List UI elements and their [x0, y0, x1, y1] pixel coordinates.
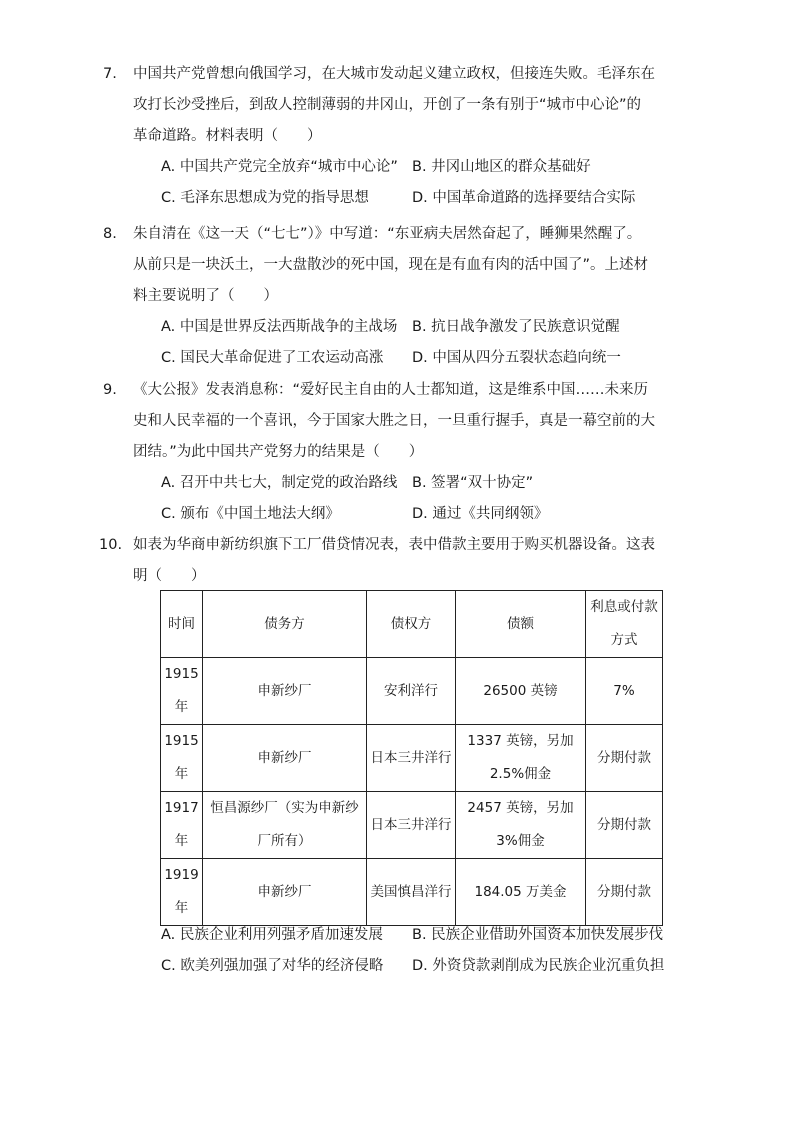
- option-c[interactable]: C. 毛泽东思想成为党的指导思想: [161, 190, 369, 206]
- table-cell: 184.05 万美金: [456, 859, 586, 926]
- table-cell: 日本三井洋行: [367, 792, 456, 859]
- option-d[interactable]: D. 中国革命道路的选择要结合实际: [412, 190, 636, 206]
- option-b[interactable]: B. 抗日战争激发了民族意识觉醒: [412, 319, 620, 335]
- option-row: [133, 499, 663, 530]
- table-cell: 1915年: [161, 658, 203, 725]
- option-d[interactable]: D. 通过《共同纲领》: [412, 506, 549, 522]
- option-row: [133, 312, 663, 343]
- question-stem-line: 《大公报》发表消息称：“爱好民主自由的人士都知道，这是维系中国……未来历: [133, 382, 649, 398]
- option-row: [133, 152, 663, 183]
- table-header-cell: 时间: [161, 591, 203, 658]
- table-row: [161, 859, 663, 926]
- option-a[interactable]: A. 中国是世界反法西斯战争的主战场: [161, 319, 398, 335]
- table-cell: 恒昌源纱厂（实为申新纱厂所有）: [203, 792, 367, 859]
- table-cell: 分期付款: [586, 859, 663, 926]
- option-c[interactable]: C. 颁布《中国土地法大纲》: [161, 506, 340, 522]
- table-cell: 26500 英镑: [456, 658, 586, 725]
- option-a[interactable]: A. 民族企业利用列强矛盾加速发展: [161, 927, 383, 943]
- option-b[interactable]: B. 民族企业借助外国资本加快发展步伐: [412, 927, 664, 943]
- option-d[interactable]: D. 外资贷款剥削成为民族企业沉重负担: [412, 958, 665, 974]
- table-cell: 1915年: [161, 725, 203, 792]
- table-cell: 分期付款: [586, 792, 663, 859]
- question-stem-line: 如表为华商申新纺织旗下工厂借贷情况表，表中借款主要用于购买机器设备。这表: [133, 537, 655, 553]
- table-header-cell: 债额: [456, 591, 586, 658]
- table-cell: 1919年: [161, 859, 203, 926]
- question-7: [103, 59, 663, 214]
- question-stem-line: 从前只是一块沃土，一大盘散沙的死中国，现在是有血有肉的活中国了”。上述材: [133, 257, 649, 273]
- table-cell: 申新纱厂: [203, 725, 367, 792]
- question-stem-line: 料主要说明了（ ）: [133, 288, 278, 304]
- question-stem-line: 朱自清在《这一天（“七七”）》中写道：“东亚病夫居然奋起了，睡狮果然醒了。: [133, 226, 642, 242]
- question-number: 9.: [103, 382, 117, 398]
- table-header-cell: 利息或付款方式: [586, 591, 663, 658]
- option-a[interactable]: A. 召开中共七大，制定党的政治路线: [161, 475, 398, 491]
- table-header-cell: 债权方: [367, 591, 456, 658]
- option-c[interactable]: C. 国民大革命促进了工农运动高涨: [161, 350, 384, 366]
- option-row: [133, 468, 663, 499]
- option-d[interactable]: D. 中国从四分五裂状态趋向统一: [412, 350, 621, 366]
- table-header-row: [161, 591, 663, 658]
- question-stem-line: 明（ ）: [133, 568, 206, 584]
- table-cell: 1337 英镑，另加 2.5%佣金: [456, 725, 586, 792]
- question-number: 10.: [99, 537, 123, 553]
- table-cell: 分期付款: [586, 725, 663, 792]
- option-row: [133, 183, 663, 214]
- question-stem-line: 团结。”为此中国共产党努力的结果是（ ）: [133, 444, 424, 460]
- table-row: [161, 658, 663, 725]
- option-c[interactable]: C. 欧美列强加强了对华的经济侵略: [161, 958, 384, 974]
- table-cell: 申新纱厂: [203, 658, 367, 725]
- option-row: [133, 920, 663, 951]
- table-header-cell: 债务方: [203, 591, 367, 658]
- table-cell: 美国慎昌洋行: [367, 859, 456, 926]
- question-stem-line: 革命道路。材料表明（ ）: [133, 128, 322, 144]
- loan-table: [160, 590, 663, 926]
- question-number: 7.: [103, 66, 117, 82]
- question-stem-line: 史和人民幸福的一个喜讯，今于国家大胜之日，一旦重行握手，真是一幕空前的大: [133, 413, 655, 429]
- question-number: 8.: [103, 226, 117, 242]
- table-cell: 1917年: [161, 792, 203, 859]
- question-8: [103, 219, 663, 374]
- table-row: [161, 792, 663, 859]
- question-9: [103, 375, 663, 530]
- question-10: [99, 530, 663, 592]
- option-b[interactable]: B. 井冈山地区的群众基础好: [412, 159, 591, 175]
- option-row: [133, 951, 663, 982]
- question-stem-line: 攻打长沙受挫后，到敌人控制薄弱的井冈山，开创了一条有别于“城市中心论”的: [133, 97, 642, 113]
- question-stem-line: 中国共产党曾想向俄国学习，在大城市发动起义建立政权，但接连失败。毛泽东在: [133, 66, 655, 82]
- option-row: [133, 343, 663, 374]
- table-row: [161, 725, 663, 792]
- option-b[interactable]: B. 签署“双十协定”: [412, 475, 534, 491]
- question-10-options: [133, 920, 663, 982]
- table-cell: 7%: [586, 658, 663, 725]
- table-cell: 申新纱厂: [203, 859, 367, 926]
- table-cell: 安利洋行: [367, 658, 456, 725]
- table-cell: 日本三井洋行: [367, 725, 456, 792]
- table-cell: 2457 英镑，另加 3%佣金: [456, 792, 586, 859]
- option-a[interactable]: A. 中国共产党完全放弃“城市中心论”: [161, 159, 398, 175]
